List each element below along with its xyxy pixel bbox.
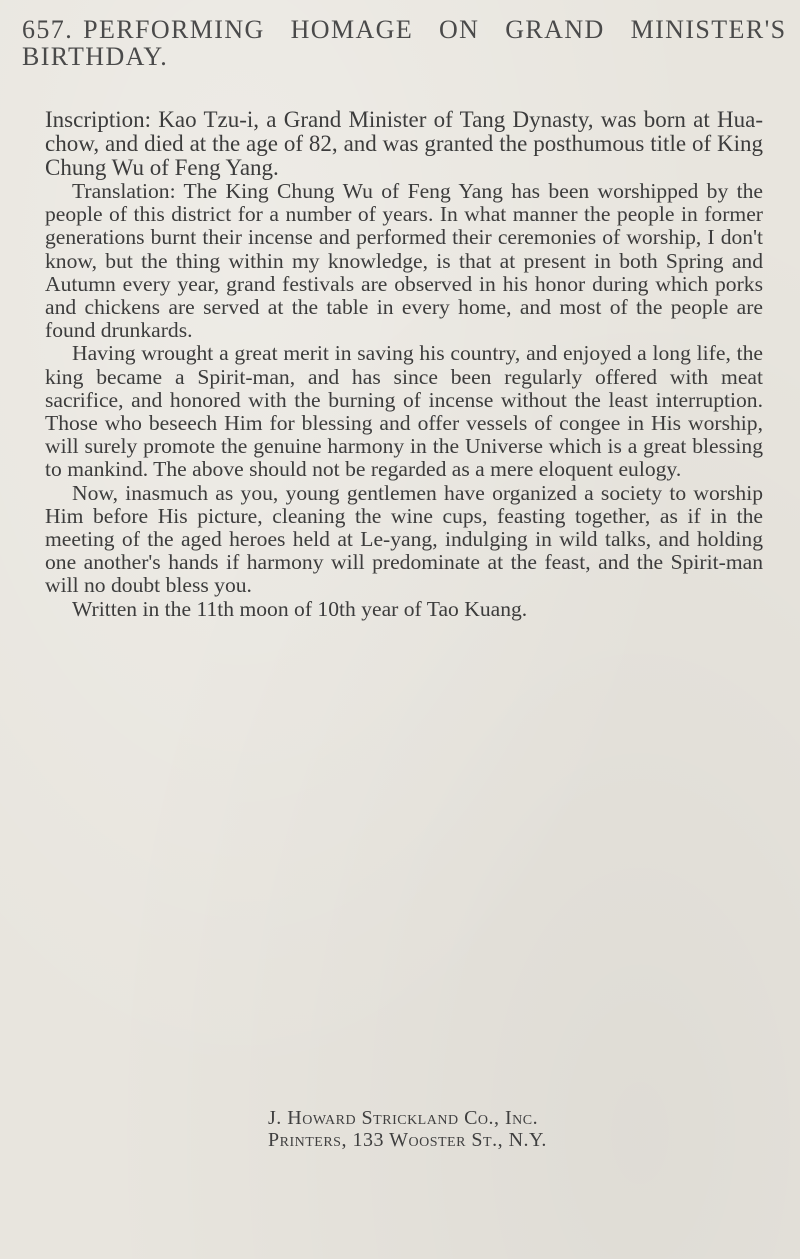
item-number: 657. <box>22 15 74 44</box>
item-title: PERFORMING HOMAGE ON GRAND MINISTER'S BIRTHDAY. <box>22 15 787 71</box>
body-text <box>45 108 763 621</box>
translation-paragraph: Translation: The King Chung Wu of Feng Yang has been worshipped by the people of this district for a number of years. In what manner the people in former generations burnt their incense and performed their ceremonies of worship, I don't know, but the thing within my knowledge, is that at present in both Spring and Autumn every year, grand festivals are observed in his honor during which porks and chickens are served at the table in every home, and most of the people are found drunkards. <box>45 179 763 343</box>
inscription-paragraph: Inscription: Kao Tzu-i, a Grand Minister of Tang Dynasty, was born at Hua-chow, and died at the age of 82, and was granted the posthumous title of King Chung Wu of Feng Yang. <box>45 107 763 180</box>
printer-name: J. Howard Strickland Co., Inc. <box>268 1107 539 1129</box>
printer-address: Printers, 133 Wooster St., N.Y. <box>268 1129 547 1151</box>
date-paragraph: Written in the 11th moon of 10th year of Tao Kuang. <box>72 596 528 621</box>
page-heading <box>22 16 792 70</box>
society-paragraph: Now, inasmuch as you, young gentlemen have organized a society to worship Him before His picture, cleaning the wine cups, feasting together, as if in the meeting of the aged heroes held at Le-yang, indulging in wild talks, and holding one another's hands if harmony will predominate at the feast, and the Spirit-man will no doubt bless you. <box>45 480 763 598</box>
printer-imprint <box>268 1107 768 1151</box>
merit-paragraph: Having wrought a great merit in saving his country, and enjoyed a long life, the king became a Spirit-man, and has since been regularly offered with meat sacrifice, and honored with the burning of incense without the least interruption. Those who beseech Him for blessing and offer vessels of congee in His worship, will surely promote the genuine harmony in the Universe which is a great blessing to mankind. The above should not be regarded as a mere eloquent eulogy. <box>45 341 763 482</box>
